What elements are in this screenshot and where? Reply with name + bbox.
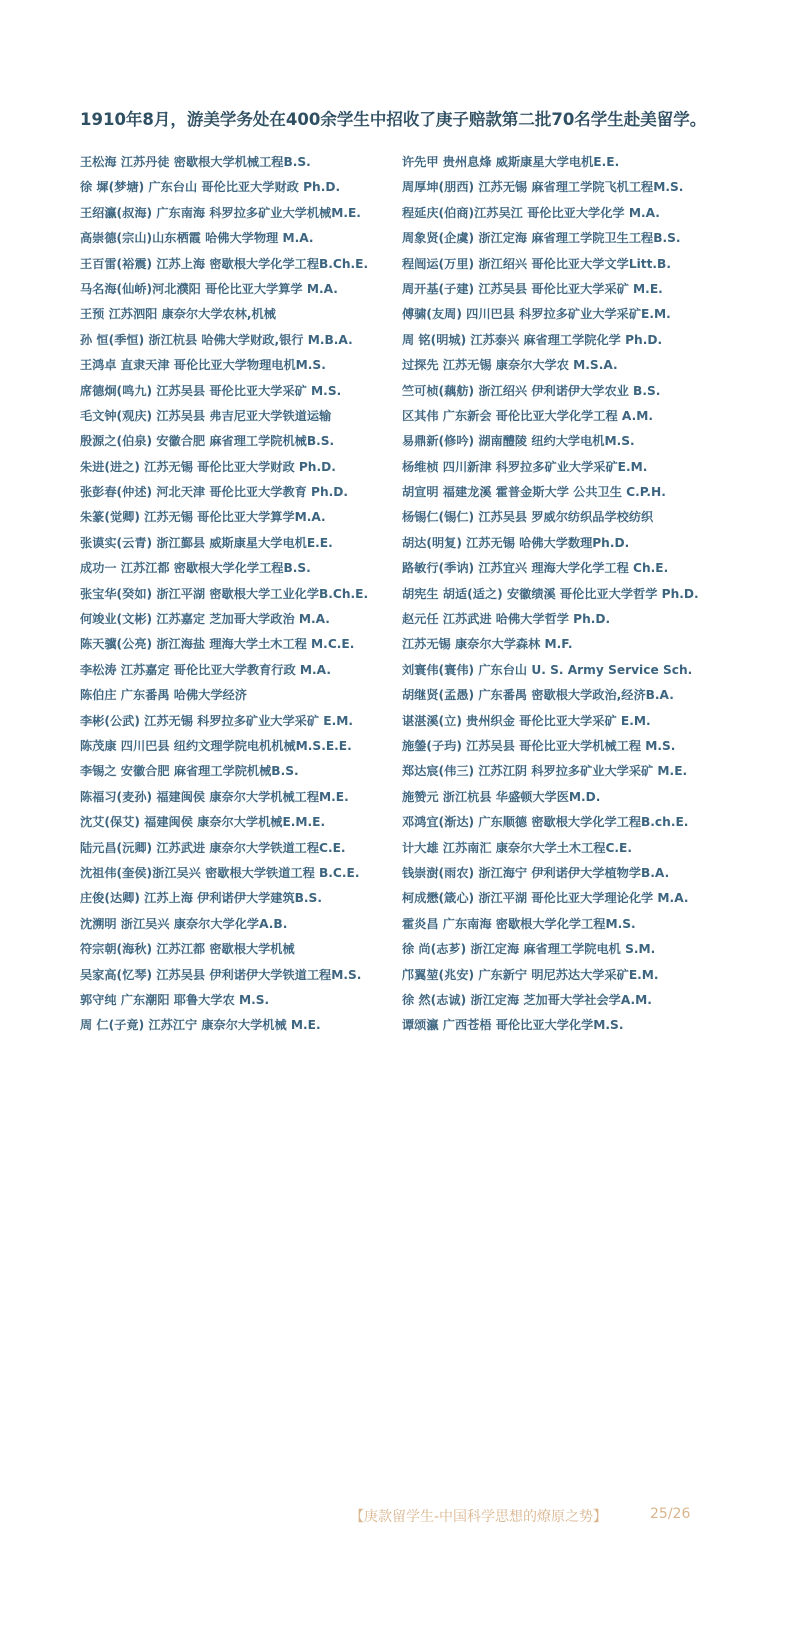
student-list-left: [80, 150, 400, 1039]
student-entry: 过探先 江苏无锡 康奈尔大学农 M.S.A.: [402, 358, 618, 373]
student-entry: 李锡之 安徽合肥 麻省理工学院机械B.S.: [80, 764, 299, 779]
student-entry: 王预 江苏泗阳 康奈尔大学农林,机械: [80, 307, 276, 322]
student-entry: 席德炯(鸣九) 江苏吴县 哥伦比亚大学采矿 M.S.: [80, 383, 342, 398]
student-entry: 何竣业(文彬) 江苏嘉定 芝加哥大学政治 M.A.: [80, 612, 330, 627]
student-entry: 程闿运(万里) 浙江绍兴 哥伦比亚大学文学Litt.B.: [402, 256, 671, 271]
student-entry: 邝翼堃(兆安) 广东新宁 明尼苏达大学采矿E.M.: [402, 967, 659, 982]
student-entry: 周厚坤(朋西) 江苏无锡 麻省理工学院飞机工程M.S.: [402, 180, 684, 195]
student-entry: 胡达(明复) 江苏无锡 哈佛大学数理Ph.D.: [402, 535, 630, 550]
student-entry: 胡宣明 福建龙溪 霍普金斯大学 公共卫生 C.P.H.: [402, 485, 666, 500]
student-entry: 谌湛溪(立) 贵州织金 哥伦比亚大学采矿 E.M.: [402, 713, 651, 728]
student-entry: 程延庆(伯商)江苏吴江 哥伦比亚大学化学 M.A.: [402, 205, 660, 220]
student-entry: 王百雷(裕震) 江苏上海 密歇根大学化学工程B.Ch.E.: [80, 256, 369, 271]
student-entry: 陈茂康 四川巴县 纽约文理学院电机机械M.S.E.E.: [80, 738, 352, 753]
student-entry: 朱进(进之) 江苏无锡 哥伦比亚大学财政 Ph.D.: [80, 459, 336, 474]
student-entry: 赵元任 江苏武进 哈佛大学哲学 Ph.D.: [402, 612, 611, 627]
student-entry: 毛文钟(观庆) 江苏吴县 弗吉尼亚大学铁道运输: [80, 408, 332, 423]
student-entry: 许先甲 贵州息烽 威斯康星大学电机E.E.: [402, 155, 620, 169]
student-entry: 傅骕(友周) 四川巴县 科罗拉多矿业大学采矿E.M.: [402, 307, 671, 322]
student-entry: 郑达宸(伟三) 江苏江阴 科罗拉多矿业大学采矿 M.E.: [402, 764, 688, 779]
student-entry: 陈伯庄 广东番禺 哈佛大学经济: [80, 688, 247, 703]
student-entry: 马名海(仙峤)河北濮阳 哥伦比亚大学算学 M.A.: [80, 281, 338, 296]
student-entry: 徐 墀(梦塘) 广东台山 哥伦比亚大学财政 Ph.D.: [80, 180, 341, 195]
student-entry: 陈天骥(公亮) 浙江海盐 理海大学土木工程 M.C.E.: [80, 637, 355, 652]
student-entry: 李彬(公武) 江苏无锡 科罗拉多矿业大学采矿 E.M.: [80, 713, 353, 728]
student-entry: 张彭春(仲述) 河北天津 哥伦比亚大学教育 Ph.D.: [80, 485, 349, 500]
student-entry: 计大雄 江苏南汇 康奈尔大学土木工程C.E.: [402, 840, 633, 855]
student-entry: 刘寰伟(寰伟) 广东台山 U. S. Army Service Sch.: [402, 662, 693, 677]
student-entry: 王绍瀛(叔海) 广东南海 科罗拉多矿业大学机械M.E.: [80, 205, 361, 220]
student-entry: 徐 然(志诚) 浙江定海 芝加哥大学社会学A.M.: [402, 992, 652, 1007]
page-number: 25/26: [650, 1506, 691, 1522]
student-entry: 周 铭(明城) 江苏泰兴 麻省理工学院化学 Ph.D.: [402, 332, 663, 347]
student-entry: 胡继贤(孟愚) 广东番禺 密歇根大学政治,经济B.A.: [402, 688, 674, 703]
student-list-right: [402, 150, 782, 1039]
student-entry: 霍炎昌 广东南海 密歇根大学化学工程M.S.: [402, 916, 636, 931]
student-entry: 王鸿卓 直隶天津 哥伦比亚大学物理电机M.S.: [80, 358, 326, 373]
student-entry: 成功一 江苏江都 密歇根大学化学工程B.S.: [80, 561, 311, 576]
student-entry: 李松涛 江苏嘉定 哥伦比亚大学教育行政 M.A.: [80, 662, 331, 677]
student-entry: 胡宪生 胡适(适之) 安徽绩溪 哥伦比亚大学哲学 Ph.D.: [402, 586, 699, 601]
student-entry: 杨锡仁(锡仁) 江苏吴县 罗威尔纺织品学校纺织: [402, 510, 654, 525]
page-title: 1910年8月，游美学务处在400余学生中招收了庚子赔款第二批70名学生赴美留学。: [80, 110, 707, 129]
student-entry: 徐 尚(志芗) 浙江定海 麻省理工学院电机 S.M.: [402, 942, 656, 957]
student-entry: 王松海 江苏丹徒 密歇根大学机械工程B.S.: [80, 155, 311, 169]
student-entry: 朱篆(觉卿) 江苏无锡 哥伦比亚大学算学M.A.: [80, 510, 326, 525]
student-entry: 施鎣(子玙) 江苏吴县 哥伦比亚大学机械工程 M.S.: [402, 738, 676, 753]
footer-title: 【庚款留学生-中国科学思想的燎原之势】: [350, 1509, 608, 1525]
student-entry: 庄俊(达卿) 江苏上海 伊利诺伊大学建筑B.S.: [80, 891, 322, 906]
student-entry: 竺可桢(藕舫) 浙江绍兴 伊利诺伊大学农业 B.S.: [402, 383, 661, 398]
student-entry: 沈祖伟(奎侯)浙江吴兴 密歇根大学铁道工程 B.C.E.: [80, 865, 360, 880]
student-entry: 陆元昌(沅卿) 江苏武进 康奈尔大学铁道工程C.E.: [80, 840, 346, 855]
student-entry: 施赞元 浙江杭县 华盛顿大学医M.D.: [402, 789, 601, 804]
student-entry: 谭颂瀛 广西苍梧 哥伦比亚大学化学M.S.: [402, 1018, 624, 1033]
student-entry: 沈艾(保艾) 福建闽侯 康奈尔大学机械E.M.E.: [80, 815, 326, 830]
student-entry: 符宗朝(海秋) 江苏江都 密歇根大学机械: [80, 942, 295, 957]
student-entry: 沈溯明 浙江吴兴 康奈尔大学化学A.B.: [80, 916, 288, 931]
student-entry: 郭守纯 广东潮阳 耶鲁大学农 M.S.: [80, 992, 270, 1007]
student-entry: 高崇德(宗山)山东栖霞 哈佛大学物理 M.A.: [80, 231, 314, 246]
student-entry: 易鼎新(修吟) 湖南醴陵 纽约大学电机M.S.: [402, 434, 635, 449]
student-entry: 张宝华(癸如) 浙江平湖 密歇根大学工业化学B.Ch.E.: [80, 586, 369, 601]
student-entry: 周开基(子建) 江苏吴县 哥伦比亚大学采矿 M.E.: [402, 281, 663, 296]
student-entry: 钱崇澍(雨农) 浙江海宁 伊利诺伊大学植物学B.A.: [402, 865, 670, 880]
student-entry: 周 仁(子竟) 江苏江宁 康奈尔大学机械 M.E.: [80, 1018, 321, 1033]
student-entry: 吴家高(忆琴) 江苏吴县 伊利诺伊大学铁道工程M.S.: [80, 967, 362, 982]
student-entry: 陈福习(麦孙) 福建闽侯 康奈尔大学机械工程M.E.: [80, 789, 349, 804]
student-entry: 殷源之(伯泉) 安徽合肥 麻省理工学院机械B.S.: [80, 434, 335, 449]
student-entry: 孙 恒(季恒) 浙江杭县 哈佛大学财政,银行 M.B.A.: [80, 332, 353, 347]
student-entry: 区其伟 广东新会 哥伦比亚大学化学工程 A.M.: [402, 408, 653, 423]
student-entry: 邓鸿宜(渐达) 广东顺德 密歇根大学化学工程B.ch.E.: [402, 815, 689, 830]
student-entry: 江苏无锡 康奈尔大学森林 M.F.: [402, 637, 573, 652]
student-entry: 杨维桢 四川新津 科罗拉多矿业大学采矿E.M.: [402, 459, 648, 474]
student-entry: 张谟实(云青) 浙江鄞县 威斯康星大学电机E.E.: [80, 535, 333, 550]
student-entry: 路敏行(季讷) 江苏宜兴 理海大学化学工程 Ch.E.: [402, 561, 669, 576]
student-entry: 周象贤(企虞) 浙江定海 麻省理工学院卫生工程B.S.: [402, 231, 681, 246]
student-entry: 柯成懋(箴心) 浙江平湖 哥伦比亚大学理论化学 M.A.: [402, 891, 689, 906]
